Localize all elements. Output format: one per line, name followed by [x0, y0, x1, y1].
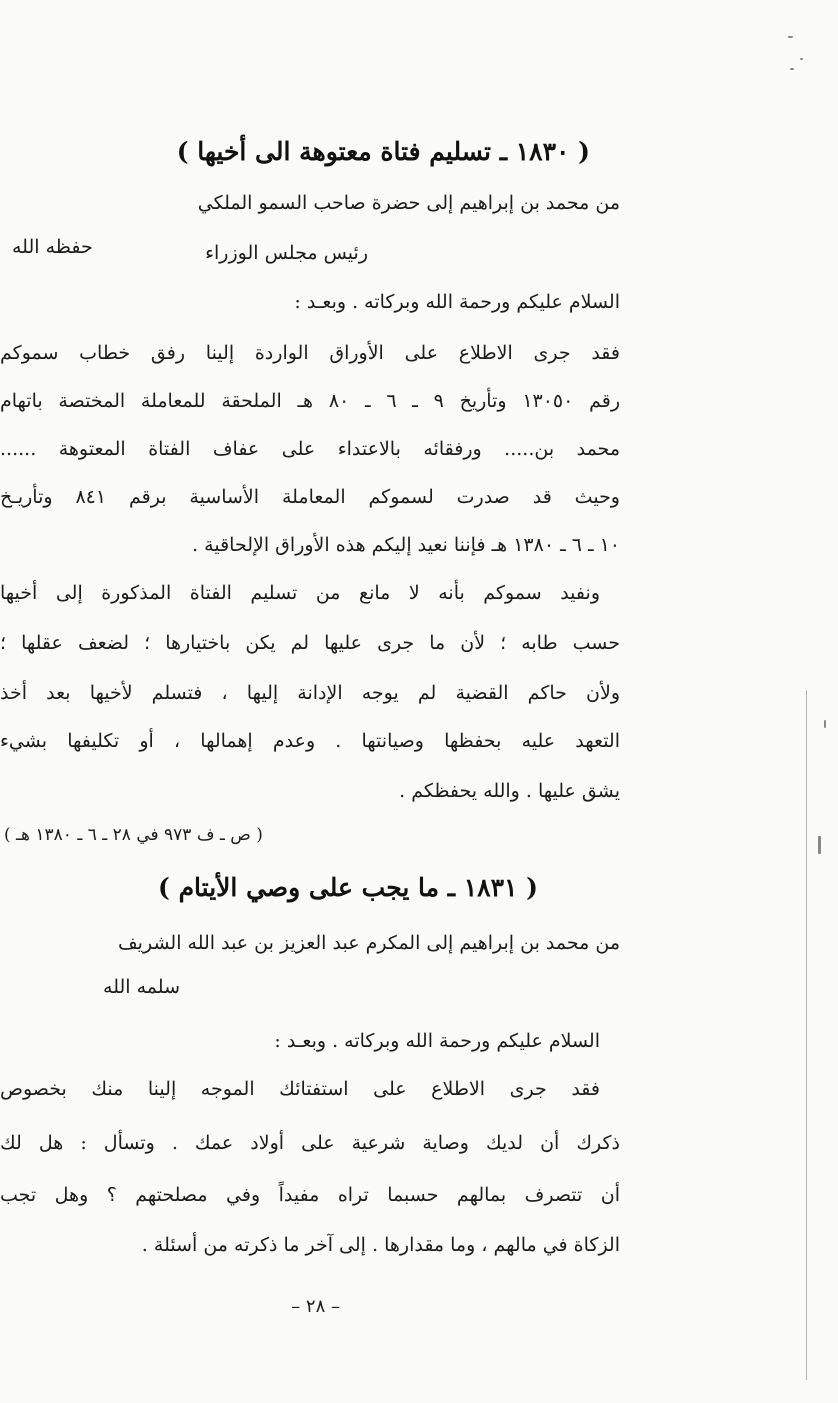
letter-2-from-line: من محمد بن إبراهيم إلى المكرم عبد العزيز بن عبد الله الشريف — [118, 932, 620, 954]
letter-2-title: ( ١٨٣١ ـ ما يجب على وصي الأيتام ) — [158, 873, 538, 902]
page-number: – ٢٨ – — [291, 1296, 340, 1317]
letter-1-body-line: ونفيد سموكم بأنه لا مانع من تسليم الفتاة المذكورة إلى أخيها — [0, 582, 600, 604]
scan-speck — [790, 68, 794, 70]
letter-1-body-line: محمد بن..... ورفقائه بالاعتداء على عفاف الفتاة المعتوهة ...... — [0, 438, 620, 460]
letter-1-reference: ( ص ـ ف ٩٧٣ في ٢٨ ـ ٦ ـ ١٣٨٠ هـ ) — [4, 825, 263, 845]
letter-2-body-line: فقد جرى الاطلاع على استفتائك الموجه إلينا منك بخصوص — [0, 1078, 600, 1100]
letter-1-body-line: رقم ١٣٠٥٠ وتأريخ ٩ ـ ٦ ـ ٨٠ هـ الملحقة للمعاملة المختصة باتهام — [0, 390, 620, 412]
letter-2-body-line: ذكرك أن لديك وصاية شرعية على أولاد عمك . وتسأل : هل لك — [0, 1132, 620, 1154]
letter-1-body-line: يشق عليها . والله يحفظكم . — [399, 780, 620, 802]
scan-speck — [824, 720, 826, 728]
letter-2-blessing: سلمه الله — [103, 976, 180, 998]
letter-1-blessing: حفظه الله — [12, 236, 93, 258]
scan-speck — [818, 836, 821, 854]
letter-1-from-line: من محمد بن إبراهيم إلى حضرة صاحب السمو الملكي — [197, 192, 620, 214]
letter-1-title: ( ١٨٣٠ ـ تسليم فتاة معتوهة الى أخيها ) — [176, 137, 590, 166]
scan-speck — [800, 58, 803, 60]
letter-1-body-line: فقد جرى الاطلاع على الأوراق الواردة إلينا رفق خطاب سموكم — [0, 342, 620, 364]
letter-1-body-line: ١٠ ـ ٦ ـ ١٣٨٠ هـ فإننا نعيد إليكم هذه الأوراق الإلحاقية . — [192, 534, 620, 556]
letter-1-body-line: وحيث قد صدرت لسموكم المعاملة الأساسية برقم ٨٤١ وتأريـخ — [0, 486, 620, 508]
letter-2-greeting: السلام عليكم ورحمة الله وبركاته . وبعـد : — [274, 1030, 600, 1052]
letter-1-body-line: ولأن حاكم القضية لم يوجه الإدانة إليها ، فتسلم لأخيها بعد أخذ — [0, 682, 620, 704]
page-edge-line — [806, 690, 807, 1380]
scan-speck — [788, 36, 793, 38]
letter-1-body-line: حسب طابه ؛ لأن ما جرى عليها لم يكن باختيارها ؛ لضعف عقلها ؛ — [0, 632, 620, 654]
letter-2-body-line: الزكاة في مالهم ، وما مقدارها . إلى آخر ما ذكرته من أسئلة . — [141, 1234, 620, 1256]
letter-1-recipient: رئيس مجلس الوزراء — [205, 242, 368, 264]
letter-1-body-line: التعهد عليه بحفظها وصيانتها . وعدم إهمالها ، أو تكليفها بشيء — [0, 730, 620, 752]
letter-2-body-line: أن تتصرف بمالهم حسبما تراه مفيداً وفي مصلحتهم ؟ وهل تجب — [0, 1184, 620, 1206]
letter-1-greeting: السلام عليكم ورحمة الله وبركاته . وبعـد : — [294, 291, 620, 313]
